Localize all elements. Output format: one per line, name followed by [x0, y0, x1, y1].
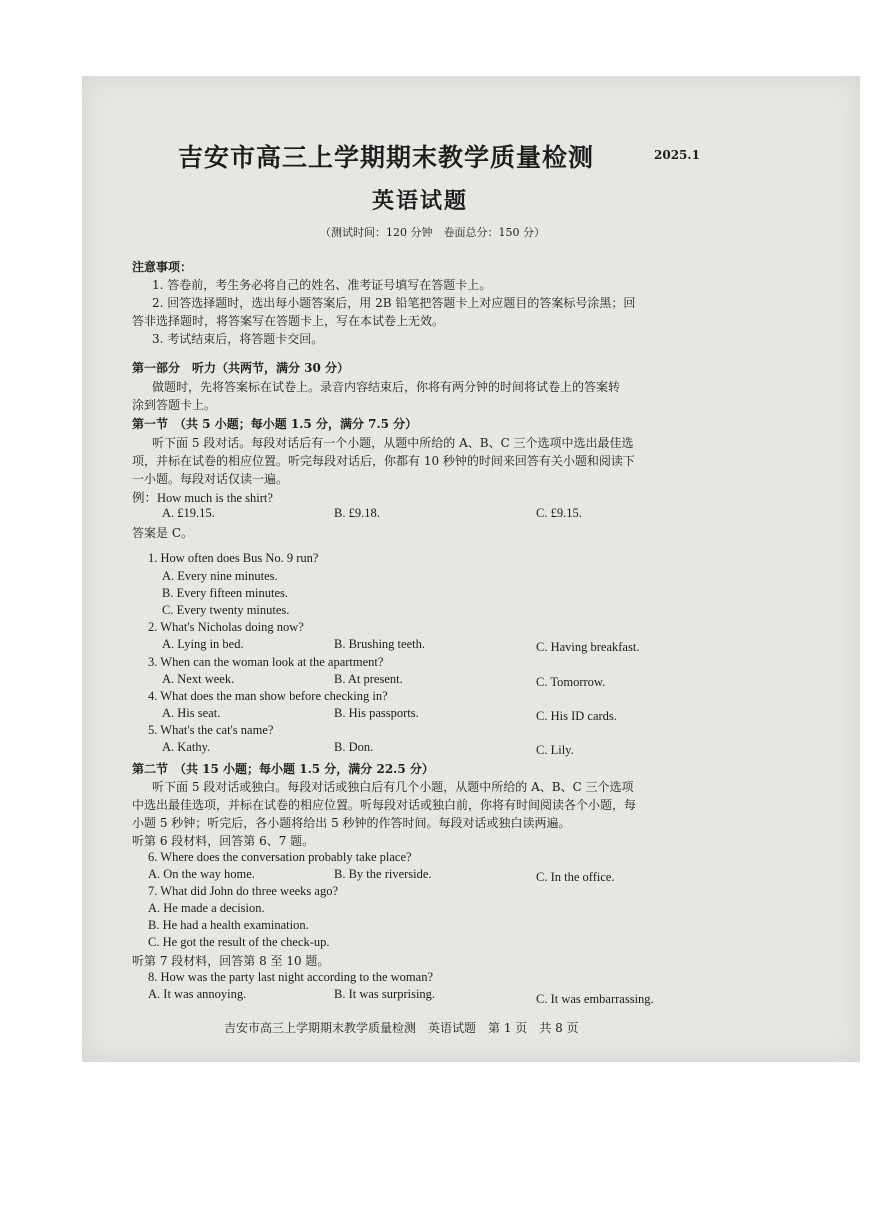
option: A. Every nine minutes.: [162, 569, 278, 583]
section2-heading: 第二节 （共 15 小题；每小题 1.5 分，满分 22.5 分）: [132, 762, 434, 776]
note-item: 3. 考试结束后，将答题卡交回。: [152, 332, 324, 346]
question: 2. What's Nicholas doing now?: [148, 620, 304, 634]
option: B. He had a health examination.: [148, 918, 309, 932]
example-option-a: A. £19.15.: [162, 506, 215, 520]
option: A. Kathy.: [162, 740, 211, 754]
example-option-b: B. £9.18.: [334, 506, 380, 520]
page-footer: 吉安市高三上学期期末教学质量检测 英语试题 第 1 页 共 8 页: [224, 1021, 579, 1035]
option: B. His passports.: [334, 706, 419, 720]
example-question: 例：How much is the shirt?: [132, 491, 273, 505]
option: B. By the riverside.: [334, 867, 432, 881]
exam-title: 吉安市高三上学期期末教学质量检测: [178, 143, 595, 172]
option: A. He made a decision.: [148, 901, 265, 915]
question: 7. What did John do three weeks ago?: [148, 884, 338, 898]
option: A. It was annoying.: [148, 987, 247, 1001]
option: B. Brushing teeth.: [334, 637, 425, 651]
option: B. At present.: [334, 672, 403, 686]
option: A. His seat.: [162, 706, 221, 720]
example-answer: 答案是 C。: [132, 526, 193, 540]
section2-instruction: 中选出最佳选项，并标在试卷的相应位置。听每段对话或独白前，你将有时间阅读各个小题，每: [132, 798, 637, 812]
question: 6. Where does the conversation probably take place?: [148, 850, 412, 864]
option: B. Every fifteen minutes.: [162, 586, 289, 600]
option: C. He got the result of the check-up.: [148, 935, 330, 949]
material-label: 听第 7 段材料，回答第 8 至 10 题。: [132, 954, 330, 968]
question: 8. How was the party last night according to the woman?: [148, 970, 433, 984]
option: A. Next week.: [162, 672, 235, 686]
question: 4. What does the man show before checking in?: [148, 689, 388, 703]
section1-instruction: 项，并标在试卷的相应位置。听完每段对话后，你都有 10 秒钟的时间来回答有关小题和阅读下: [132, 454, 635, 468]
question: 1. How often does Bus No. 9 run?: [148, 551, 319, 565]
section2-instruction: 听下面 5 段对话或独白。每段对话或独白后有几个小题，从题中所给的 A、B、C 三个选项: [152, 780, 634, 794]
part1-heading: 第一部分 听力（共两节，满分 30 分）: [132, 361, 350, 375]
option: C. Lily.: [536, 743, 574, 757]
section1-instruction: 听下面 5 段对话。每段对话后有一个小题，从题中所给的 A、B、C 三个选项中选出最佳选: [152, 436, 634, 450]
option: B. Don.: [334, 740, 374, 754]
section1-heading: 第一节 （共 5 小题；每小题 1.5 分，满分 7.5 分）: [132, 417, 418, 431]
exam-page: [82, 76, 860, 1062]
section1-instruction: 一小题。每段对话仅读一遍。: [132, 472, 289, 486]
question: 5. What's the cat's name?: [148, 723, 274, 737]
option: C. It was embarrassing.: [536, 992, 654, 1006]
example-option-c: C. £9.15.: [536, 506, 582, 520]
option: C. Having breakfast.: [536, 640, 640, 654]
exam-date: 2025.1: [654, 148, 700, 162]
material-label: 听第 6 段材料，回答第 6、7 题。: [132, 834, 315, 848]
option: A. Lying in bed.: [162, 637, 244, 651]
option: C. In the office.: [536, 870, 615, 884]
note-item: 1. 答卷前，考生务必将自己的姓名、准考证号填写在答题卡上。: [152, 278, 492, 292]
question: 3. When can the woman look at the apartment?: [148, 655, 384, 669]
option: C. Every twenty minutes.: [162, 603, 290, 617]
part1-intro: 做题时，先将答案标在试卷上。录音内容结束后，你将有两分钟的时间将试卷上的答案转: [152, 380, 621, 394]
option: B. It was surprising.: [334, 987, 436, 1001]
note-item: 2. 回答选择题时，选出每小题答案后，用 2B 铅笔把答题卡上对应题目的答案标号涂黑；回: [152, 296, 636, 310]
option: C. His ID cards.: [536, 709, 617, 723]
subject-title: 英语试题: [372, 188, 469, 214]
exam-info: （测试时间：120 分钟 卷面总分：150 分）: [320, 226, 545, 239]
notes-heading: 注意事项：: [132, 260, 193, 274]
section2-instruction: 小题 5 秒钟；听完后，各小题将给出 5 秒钟的作答时间。每段对话或独白读两遍。: [132, 816, 571, 830]
option: A. On the way home.: [148, 867, 255, 881]
note-item: 答非选择题时，将答案写在答题卡上，写在本试卷上无效。: [132, 314, 445, 328]
part1-intro: 涂到答题卡上。: [132, 398, 217, 412]
option: C. Tomorrow.: [536, 675, 606, 689]
